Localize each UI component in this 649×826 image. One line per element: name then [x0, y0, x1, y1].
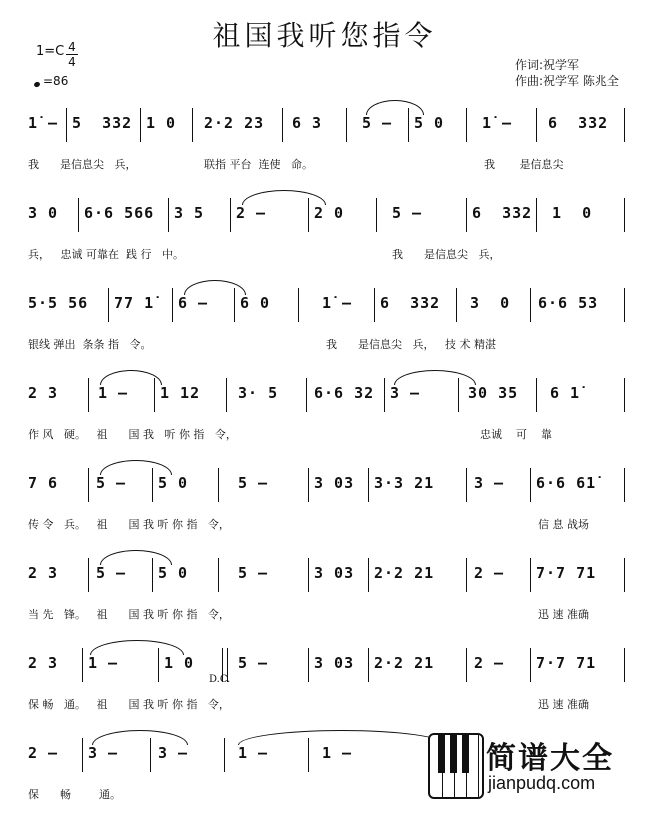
- barline: [408, 108, 409, 142]
- measure: 6·6 61̇: [536, 474, 597, 492]
- lyric-segment: 作 风 硬。 祖 国 我 听 你 指 令，: [28, 428, 237, 441]
- measure: 1 –: [88, 654, 119, 672]
- quarter-note-icon: [33, 81, 40, 88]
- logo-domain-text: jianpudq.com: [488, 773, 596, 793]
- dc-mark: D.C.: [209, 674, 231, 685]
- barline: [536, 198, 537, 232]
- barline: [66, 108, 67, 142]
- measure: 5 –: [238, 654, 269, 672]
- lyrics-row: [28, 336, 628, 356]
- measure: 5 –: [362, 114, 393, 132]
- barline: [368, 468, 369, 502]
- tempo-mark: [34, 74, 68, 88]
- lyric-segment: 信 息 战场: [538, 518, 589, 531]
- measure: 3 –: [390, 384, 421, 402]
- lyric-segment: 迅 速 准确: [538, 608, 589, 621]
- measure: 1 0: [146, 114, 177, 132]
- barline: [218, 558, 219, 592]
- lyric-segment: 兵， 忠诚 可靠在 践 行 中。: [28, 248, 184, 261]
- barline: [140, 108, 141, 142]
- barline: [192, 108, 193, 142]
- barline: [298, 288, 299, 322]
- measure: 5 0: [414, 114, 445, 132]
- measure: 5·5 56: [28, 294, 89, 312]
- barline: [230, 198, 231, 232]
- lyric-segment: 我 是信息尖 兵，: [28, 158, 137, 171]
- barline: [368, 648, 369, 682]
- composer-credit: 作曲:祝学军 陈兆全: [515, 74, 619, 88]
- barline: [466, 648, 467, 682]
- barline: [376, 198, 377, 232]
- lyrics-row: [28, 426, 628, 446]
- notes-row: [28, 648, 628, 682]
- barline: [308, 738, 309, 772]
- barline: [218, 468, 219, 502]
- measure: 2·2 23: [204, 114, 265, 132]
- measure: 5 –: [96, 564, 127, 582]
- system-6: [0, 558, 649, 646]
- measure: 3 5: [174, 204, 205, 222]
- measure: 3 0: [470, 294, 511, 312]
- lyric-segment: 我 是信息尖 兵， 技 术 精湛: [326, 338, 496, 351]
- barline: [226, 378, 227, 412]
- lyrics-row: [28, 516, 628, 536]
- barline: [108, 288, 109, 322]
- barline: [466, 468, 467, 502]
- barline: [374, 288, 375, 322]
- measure: 2·2 21: [374, 654, 435, 672]
- barline: [78, 198, 79, 232]
- measure: 3 0: [28, 204, 59, 222]
- lyrics-row: [28, 696, 628, 716]
- measure: 3· 5: [238, 384, 279, 402]
- measure: 1 0: [552, 204, 593, 222]
- system-7: [0, 648, 649, 736]
- logo-brand-text: 简谱大全: [486, 741, 614, 776]
- measure: 6·6 566: [84, 204, 155, 222]
- measure: 7·7 71: [536, 654, 597, 672]
- measure: 1̇ –: [28, 114, 59, 132]
- measure: 1 –: [322, 744, 353, 762]
- measure: 3·3 21: [374, 474, 435, 492]
- barline: [368, 558, 369, 592]
- measure: 6·6 32: [314, 384, 375, 402]
- barline: [466, 558, 467, 592]
- barline: [152, 558, 153, 592]
- lyric-segment: 保 畅 通。 祖 国 我 听 你 指 令，: [28, 698, 230, 711]
- measure: 2 –: [28, 744, 59, 762]
- measure: 5 332: [72, 114, 133, 132]
- barline: [88, 468, 89, 502]
- lyric-segment: 保 畅 通。: [28, 788, 121, 801]
- measure: 1 0: [164, 654, 195, 672]
- measure: 2·2 21: [374, 564, 435, 582]
- measure: 5 0: [158, 564, 189, 582]
- barline: [88, 558, 89, 592]
- black-key: [438, 735, 445, 773]
- barline: [150, 738, 151, 772]
- barline: [530, 468, 531, 502]
- measure: 3 03: [314, 564, 355, 582]
- measure: 6 1̇: [550, 384, 581, 402]
- barline: [384, 378, 385, 412]
- piano-keys-icon: [428, 733, 484, 799]
- barline: [82, 648, 83, 682]
- barline: [458, 378, 459, 412]
- measure: 5 –: [238, 564, 269, 582]
- measure: 5 0: [158, 474, 189, 492]
- measure: 2 0: [314, 204, 345, 222]
- measure: 1 12: [160, 384, 201, 402]
- system-2: [0, 198, 649, 286]
- measure: 2 3: [28, 564, 59, 582]
- barline: [168, 198, 169, 232]
- measure: 3 03: [314, 654, 355, 672]
- barline: [466, 198, 467, 232]
- lyric-segment: 我 是信息尖: [484, 158, 564, 171]
- barline: [82, 738, 83, 772]
- system-1: [0, 108, 649, 196]
- barline: [536, 378, 537, 412]
- barline: [530, 648, 531, 682]
- lyrics-row: [28, 156, 628, 176]
- barline: [308, 558, 309, 592]
- barline: [88, 378, 89, 412]
- measure: 1̇ –: [322, 294, 353, 312]
- barline: [536, 108, 537, 142]
- black-key: [450, 735, 457, 773]
- measure: 3 –: [158, 744, 189, 762]
- barline: [308, 198, 309, 232]
- measure: 1 –: [98, 384, 129, 402]
- notes-row: [28, 108, 628, 142]
- notes-row: [28, 558, 628, 592]
- barline: [530, 288, 531, 322]
- site-logo: [428, 733, 643, 799]
- lyric-segment: 当 先 锋。 祖 国 我 听 你 指 令，: [28, 608, 230, 621]
- measure: 3 –: [474, 474, 505, 492]
- barline: [234, 288, 235, 322]
- measure: 6 332: [548, 114, 609, 132]
- measure: 1 –: [238, 744, 269, 762]
- measure: 2 3: [28, 384, 59, 402]
- black-key: [462, 735, 469, 773]
- measure: 5 –: [392, 204, 423, 222]
- barline: [306, 378, 307, 412]
- measure: 3 –: [88, 744, 119, 762]
- barline: [152, 468, 153, 502]
- measure: 6 –: [178, 294, 209, 312]
- measure: 5 –: [238, 474, 269, 492]
- song-title: 祖国我听您指令: [212, 19, 437, 52]
- barline: [456, 288, 457, 322]
- barline: [466, 108, 467, 142]
- measure: 5 –: [96, 474, 127, 492]
- time-bottom: 4: [68, 55, 76, 69]
- barline: [172, 288, 173, 322]
- system-3: [0, 288, 649, 376]
- measure: 30 35: [468, 384, 519, 402]
- key-signature: 1=C: [36, 44, 65, 59]
- measure: 2 –: [236, 204, 267, 222]
- barline: [530, 558, 531, 592]
- measure: 2 3: [28, 654, 59, 672]
- barline: [224, 738, 225, 772]
- notes-row: [28, 468, 628, 502]
- measure: 1̇ –: [482, 114, 513, 132]
- measure: 7 6: [28, 474, 59, 492]
- lyrics-row: [28, 606, 628, 626]
- measure: 6 332: [380, 294, 441, 312]
- system-5: [0, 468, 649, 556]
- tie-arc: [366, 100, 424, 115]
- barline: [308, 468, 309, 502]
- measure: 7·7 71: [536, 564, 597, 582]
- barline: [624, 108, 625, 142]
- lyric-segment: 我 是信息尖 兵，: [392, 248, 501, 261]
- lyrics-row: [28, 246, 628, 266]
- lyric-segment: 银线 弹出 条条 指 令。: [28, 338, 152, 351]
- barline: [624, 198, 625, 232]
- lyric-segment: 忠诚 可 靠: [480, 428, 552, 441]
- barline: [624, 558, 625, 592]
- barline: [154, 378, 155, 412]
- lyricist-credit: 作词:祝学军: [515, 58, 580, 72]
- measure: 2 –: [474, 564, 505, 582]
- measure: 77 1̇: [114, 294, 155, 312]
- measure: 6 332: [472, 204, 533, 222]
- barline: [158, 648, 159, 682]
- lyric-segment: 联指 平台 连使 命。: [204, 158, 313, 171]
- notes-row: [28, 198, 628, 232]
- barline: [282, 108, 283, 142]
- measure: 3 03: [314, 474, 355, 492]
- lyric-segment: 迅 速 准确: [538, 698, 589, 711]
- barline: [624, 378, 625, 412]
- notes-row: [28, 378, 628, 412]
- measure: 6·6 53: [538, 294, 599, 312]
- measure: 6 3: [292, 114, 323, 132]
- measure: 6 0: [240, 294, 271, 312]
- time-top: 4: [68, 40, 76, 54]
- time-signature: [66, 40, 78, 69]
- barline: [624, 288, 625, 322]
- barline: [624, 468, 625, 502]
- notes-row: [28, 288, 628, 322]
- lyric-segment: 传 令 兵。 祖 国 我 听 你 指 令，: [28, 518, 230, 531]
- system-4: [0, 378, 649, 466]
- barline: [624, 648, 625, 682]
- tempo-value: =86: [43, 74, 69, 88]
- measure: 2 –: [474, 654, 505, 672]
- barline: [308, 648, 309, 682]
- barline: [346, 108, 347, 142]
